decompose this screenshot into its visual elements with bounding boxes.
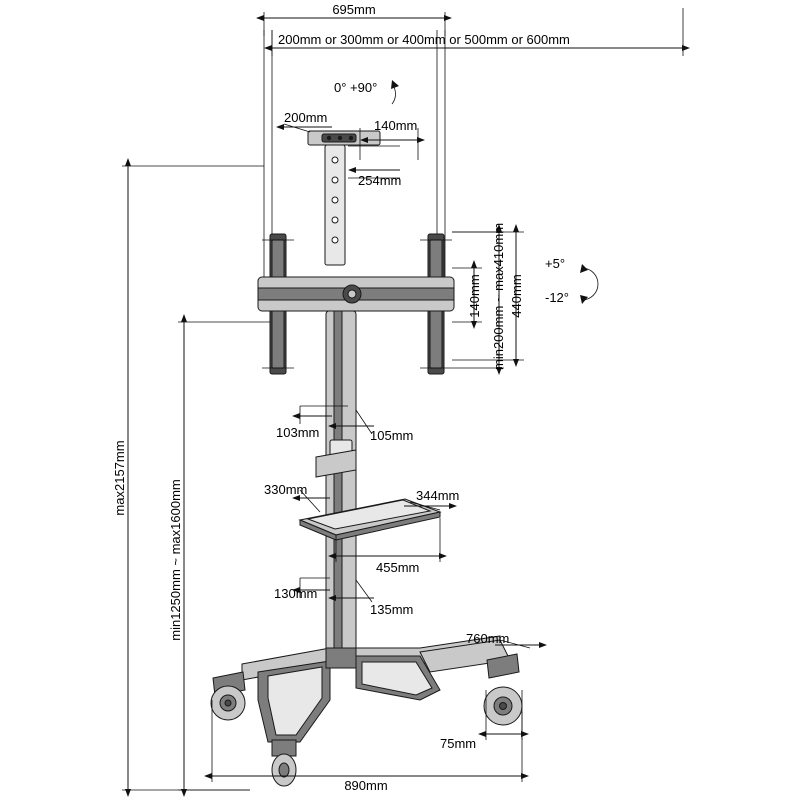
dim-height-range-left <box>168 322 270 790</box>
label-tilt-down: -12° <box>545 290 569 305</box>
label-base-box-b: 135mm <box>370 602 414 617</box>
dim-clamp-width <box>284 110 332 132</box>
label-tray-depth: 344mm <box>416 488 460 503</box>
label-height-range-right: min200mm ~ max410mm <box>491 222 506 370</box>
label-bracket-total: 440mm <box>509 274 524 318</box>
label-column-depth-b: 105mm <box>370 428 414 443</box>
cross-beam <box>258 277 454 311</box>
label-base-width: 890mm <box>344 778 388 793</box>
label-clamp-depth: 140mm <box>374 118 418 133</box>
label-bracket-height: 140mm <box>467 274 482 318</box>
label-base-box-a: 130mm <box>274 586 318 601</box>
label-swivel-range: 0° +90° <box>334 80 378 95</box>
camera-clamp <box>308 131 380 265</box>
caster-right <box>484 654 522 725</box>
main-column <box>326 311 356 661</box>
label-clamp-width: 200mm <box>284 110 328 125</box>
dim-bracket-height <box>452 268 482 322</box>
label-post-length: 254mm <box>358 173 402 188</box>
dim-post-length <box>348 146 401 188</box>
base-assembly <box>211 636 522 786</box>
dim-tilt <box>545 256 598 305</box>
label-tray-width: 330mm <box>264 482 308 497</box>
label-tray-span: 455mm <box>376 560 420 575</box>
label-caster-size: 75mm <box>440 736 477 751</box>
label-height-range-left: min1250mm ~ max1600mm <box>168 479 183 641</box>
label-vesa-widths: 200mm or 300mm or 400mm or 500mm or 600mm <box>278 32 570 47</box>
dim-top-width <box>264 2 445 36</box>
dim-tray-width <box>264 482 330 512</box>
caster-front <box>272 740 296 786</box>
dim-swivel <box>334 80 399 104</box>
upper-frame <box>264 30 445 300</box>
label-tilt-up: +5° <box>545 256 566 271</box>
dim-base-depth <box>466 631 540 648</box>
label-max-height: max2157mm <box>112 440 127 516</box>
dim-base-box-a <box>274 578 330 601</box>
label-column-depth-a: 103mm <box>276 425 320 440</box>
label-base-depth: 760mm <box>466 631 510 646</box>
caster-left <box>211 672 245 720</box>
dim-bracket-total <box>452 232 524 360</box>
label-top-width: 695mm <box>332 2 376 17</box>
